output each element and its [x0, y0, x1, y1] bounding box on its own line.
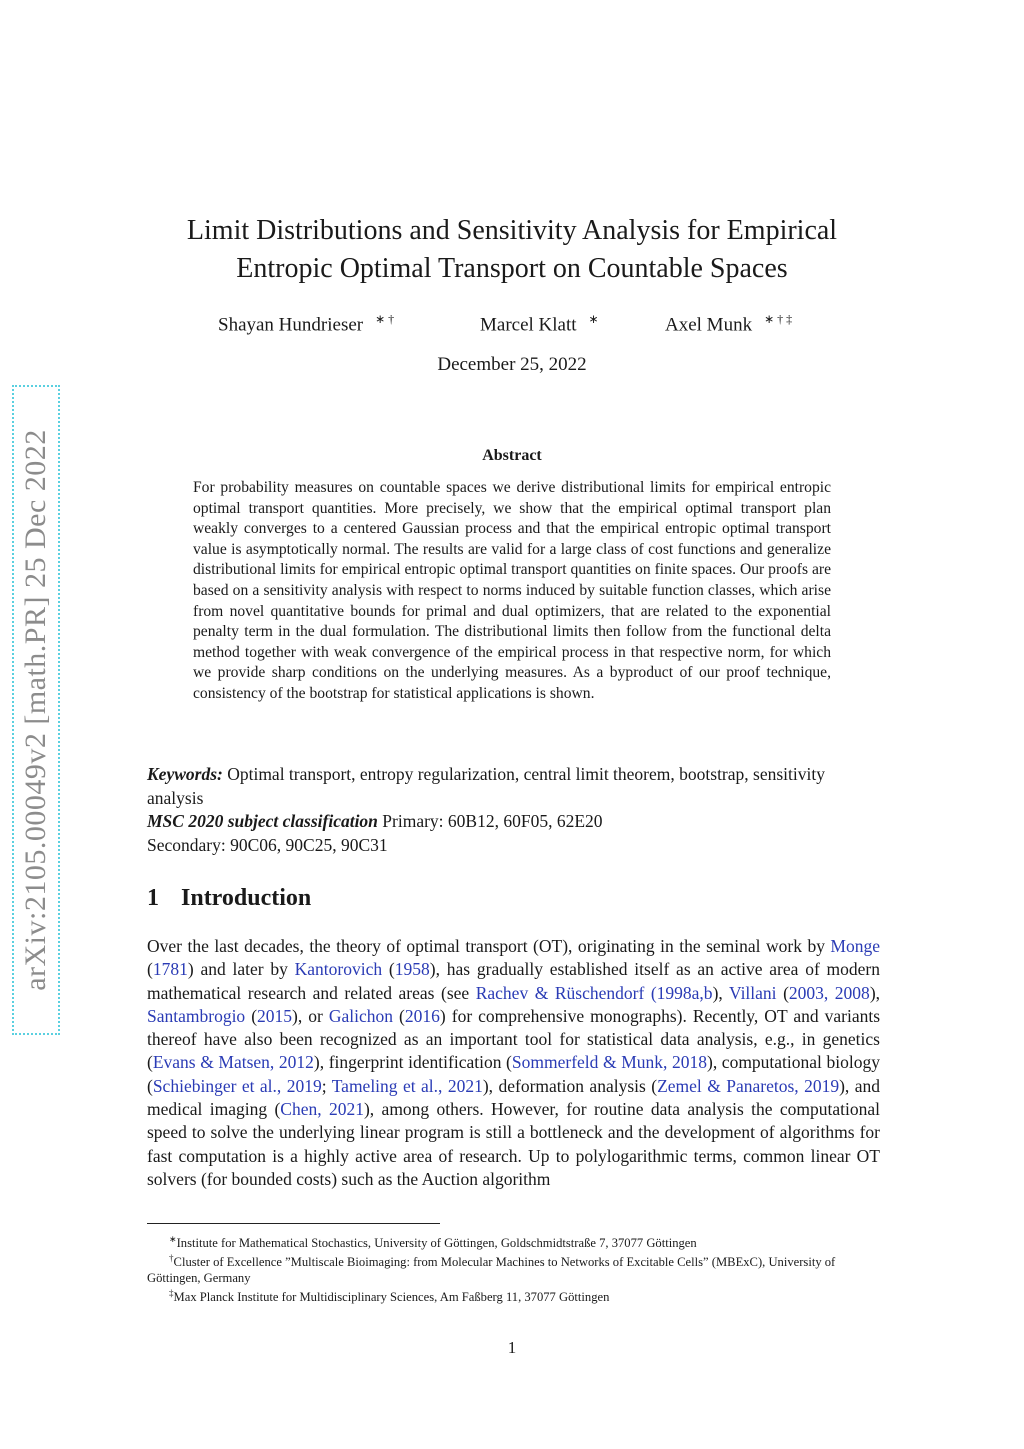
arxiv-sidebar: [12, 385, 60, 1035]
footnote-text: Cluster of Excellence ”Multiscale Bioimaging: from Molecular Machines to Networks of Excitable Cells” (MBExC), University of Göttingen, Germany: [147, 1255, 836, 1286]
text: ), computational biology (: [147, 1052, 880, 1096]
citation-link[interactable]: Tameling et al., 2021: [331, 1075, 483, 1096]
citation-link[interactable]: Schiebinger et al., 2019: [152, 1075, 322, 1096]
citation-link[interactable]: Chen, 2021: [280, 1099, 364, 1120]
footnote-text: Max Planck Institute for Multidisciplinary Sciences, Am Faßberg 11, 37077 Göttingen: [173, 1290, 610, 1305]
citation-link[interactable]: Sommerfeld & Munk, 2018: [511, 1052, 707, 1073]
citation-link[interactable]: Evans & Matsen, 2012: [152, 1052, 314, 1073]
text: ), fingerprint identification (: [313, 1052, 512, 1073]
author-marks: ∗: [588, 312, 599, 326]
text: (: [245, 1005, 258, 1026]
text: ), among others. However, for routine data analysis the computational speed to solve the underlying linear program is still a bottleneck and the development of algorithms for fast computation is a highly active area of research. Up to polylogarithmic terms, common linear OT solvers (for bounded costs) such as the Auction algorithm: [147, 1099, 880, 1189]
arxiv-identifier: arXiv:2105.00049v2 [math.PR] 25 Dec 2022: [19, 429, 52, 991]
section-heading: [147, 885, 311, 912]
abstract-heading: Abstract: [482, 447, 542, 464]
author-marks: ∗ †: [375, 312, 395, 326]
citation-link[interactable]: (1998a,b: [650, 982, 713, 1003]
author-3: [665, 312, 792, 336]
author-marks: ∗ † ‡: [764, 312, 793, 326]
text: (: [147, 959, 153, 980]
intro-paragraph: [147, 935, 880, 1191]
msc-classification: [147, 810, 882, 857]
text: ), or: [292, 1005, 329, 1026]
footnote-3: [147, 1285, 880, 1305]
footnote-1: [147, 1231, 880, 1251]
text: ;: [321, 1075, 332, 1096]
footnote-mark: †: [169, 1253, 174, 1263]
publication-date: December 25, 2022: [437, 354, 587, 375]
author-name: Shayan Hundrieser: [218, 314, 364, 336]
text: (: [393, 1005, 405, 1026]
keywords-text: Optimal transport, entropy regularization, central limit theorem, bootstrap, sensitivity analysis: [147, 764, 825, 808]
citation-link[interactable]: 2016: [404, 1005, 440, 1026]
section-number: 1: [147, 885, 159, 911]
footnote-divider: [147, 1223, 440, 1224]
author-name: Marcel Klatt: [480, 314, 577, 336]
paper-title: [112, 212, 912, 288]
section-title: Introduction: [181, 885, 312, 911]
citation-link[interactable]: 1781: [152, 959, 188, 980]
citation-link[interactable]: Kantorovich: [294, 959, 383, 980]
footnote-mark: ‡: [169, 1288, 174, 1298]
text: (: [382, 959, 395, 980]
citation-link[interactable]: Monge: [830, 936, 880, 956]
citation-link[interactable]: 2003, 2008: [788, 982, 870, 1003]
text: ), deformation analysis (: [482, 1075, 658, 1096]
page-number: 1: [507, 1338, 517, 1357]
text: ) and later by: [187, 959, 295, 980]
text: Over the last decades, the theory of optimal transport (OT), originating in the seminal work by: [147, 936, 831, 956]
footnote-mark: ∗: [169, 1234, 177, 1244]
msc-label: MSC 2020 subject classification: [147, 811, 378, 831]
msc-secondary: Secondary: 90C06, 90C25, 90C31: [147, 834, 388, 855]
text: ),: [869, 982, 881, 1003]
text: (: [776, 982, 789, 1003]
keywords-label: Keywords:: [147, 764, 223, 784]
text: ),: [712, 982, 729, 1003]
title-line-2: Entropic Optimal Transport on Countable Spaces: [236, 253, 788, 284]
citation-link[interactable]: Galichon: [328, 1005, 394, 1026]
citation-link[interactable]: Rachev & Rüschendorf: [475, 982, 645, 1003]
footnote-text: Institute for Mathematical Stochastics, University of Göttingen, Goldschmidtstraße 7, 37077 Göttingen: [176, 1236, 697, 1251]
abstract-text: For probability measures on countable spaces we derive distributional limits for empirical entropic optimal transport quantities. More precisely, we show that the empirical optimal transport plan weakly converges to a centered Gaussian process and that the empirical entropic optimal transport value is asymptotically normal. The results are valid for a large class of cost functions and generalize distributional limits for empirical entropic optimal transport quantities on finite spaces. Our proofs are based on a sensitivity analysis with respect to norms induced by suitable function classes, which arise from novel quantitative bounds for primal and dual optimizers, that are related to the exponential penalty term in the dual formulation. The distributional limits then follow from the functional delta method together with weak convergence of the empirical process in that respective norm, for which we provide sharp conditions on the underlying measures. As a byproduct of our proof technique, consistency of the bootstrap for statistical applications is shown.: [193, 479, 831, 702]
author-name: Axel Munk: [665, 314, 753, 336]
footnote-2: [147, 1250, 880, 1286]
author-1: [218, 312, 394, 336]
text: ), and medical imaging (: [147, 1075, 880, 1120]
citation-link[interactable]: 1958: [394, 959, 430, 980]
keywords: [147, 763, 882, 810]
msc-primary: Primary: 60B12, 60F05, 62E20: [382, 811, 603, 831]
citation-link[interactable]: Zemel & Panaretos, 2019: [657, 1075, 840, 1096]
citation-link[interactable]: Villani: [728, 982, 777, 1003]
author-2: [480, 312, 599, 336]
text: ) for comprehensive monographs). Recently, OT and variants thereof have also been recognized as an important tool for statistical data analysis, e.g., in genetics (: [147, 1005, 881, 1073]
title-line-1: Limit Distributions and Sensitivity Analysis for Empirical: [186, 215, 838, 246]
citation-link[interactable]: Santambrogio: [147, 1005, 246, 1026]
text: ), has gradually established itself as an active area of modern mathematical research and related areas (see: [147, 959, 881, 1003]
citation-link[interactable]: 2015: [257, 1005, 293, 1026]
